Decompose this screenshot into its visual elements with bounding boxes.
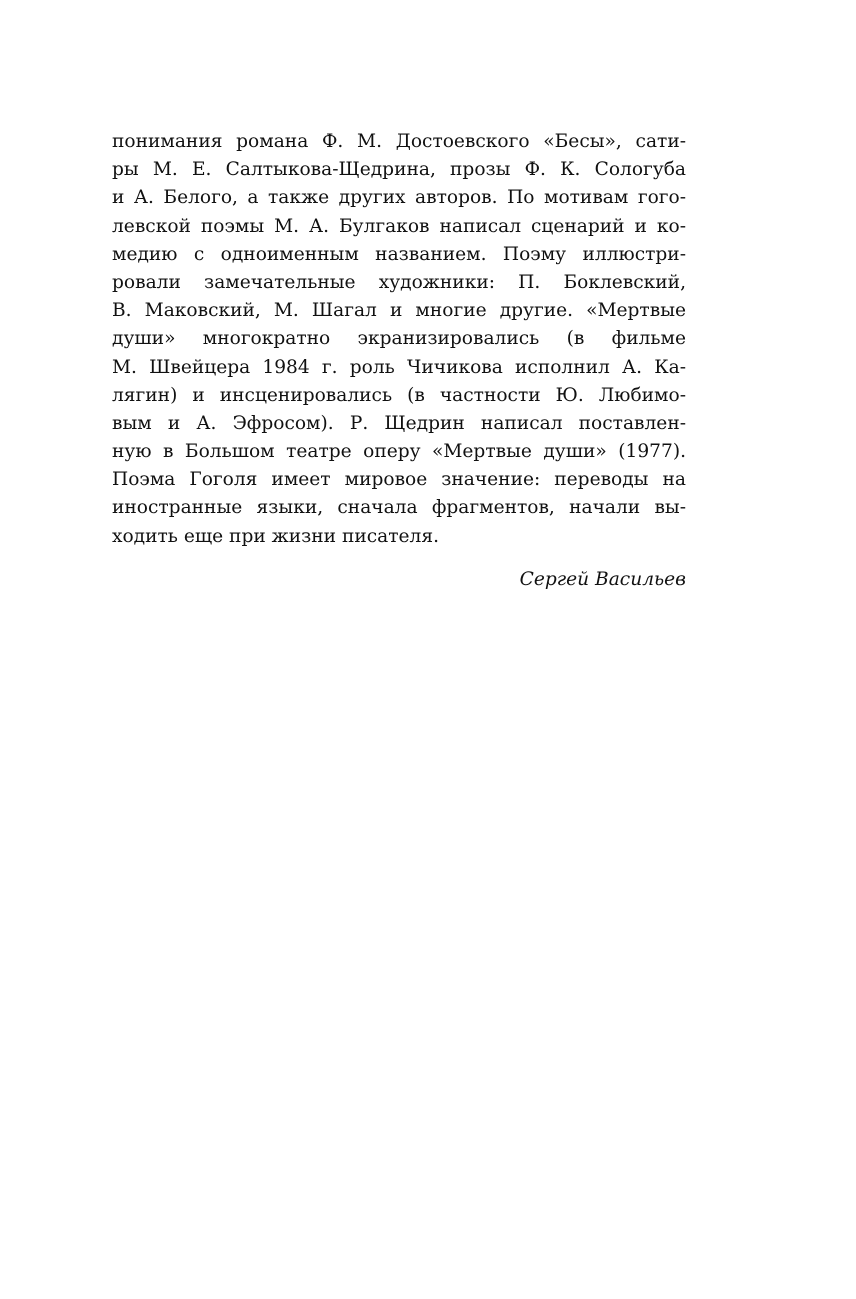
text-line: М. Швейцера 1984 г. роль Чичикова исполнил А. Ка- <box>112 356 686 378</box>
text-line: понимания романа Ф. М. Достоевского «Бесы», сати- <box>112 131 686 152</box>
text-line: Поэма Гоголя имеет мировое значение: переводы на <box>112 469 686 491</box>
text-line: медию с одноименным названием. Поэму иллюстри- <box>112 243 686 265</box>
text-line: ры М. Е. Салтыкова-Щедрина, прозы Ф. К. Сологуба <box>112 159 686 181</box>
text-line: лягин) и инсценировались (в частности Ю. Любимо- <box>112 384 686 406</box>
text-line: вым и А. Эфросом). Р. Щедрин написал поставлен- <box>112 412 686 434</box>
text-line: В. Маковский, М. Шагал и многие другие. «Мертвые <box>112 300 686 322</box>
text-line: и А. Белого, а также других авторов. По мотивам гого- <box>112 187 686 209</box>
text-line-last: ходить еще при жизни писателя. <box>112 525 440 547</box>
author-signature: Сергей Васильев <box>519 569 686 590</box>
text-line: иностранные языки, сначала фрагментов, начали вы- <box>112 497 686 519</box>
text-line: ную в Большом театре оперу «Мертвые души» (1977). <box>112 441 686 463</box>
text-line: левской поэмы М. А. Булгаков написал сценарий и ко- <box>112 215 686 237</box>
body-text <box>112 128 686 551</box>
text-line: души» многократно экранизировались (в фильме <box>112 328 686 350</box>
text-line: ровали замечательные художники: П. Боклевский, <box>112 271 686 293</box>
